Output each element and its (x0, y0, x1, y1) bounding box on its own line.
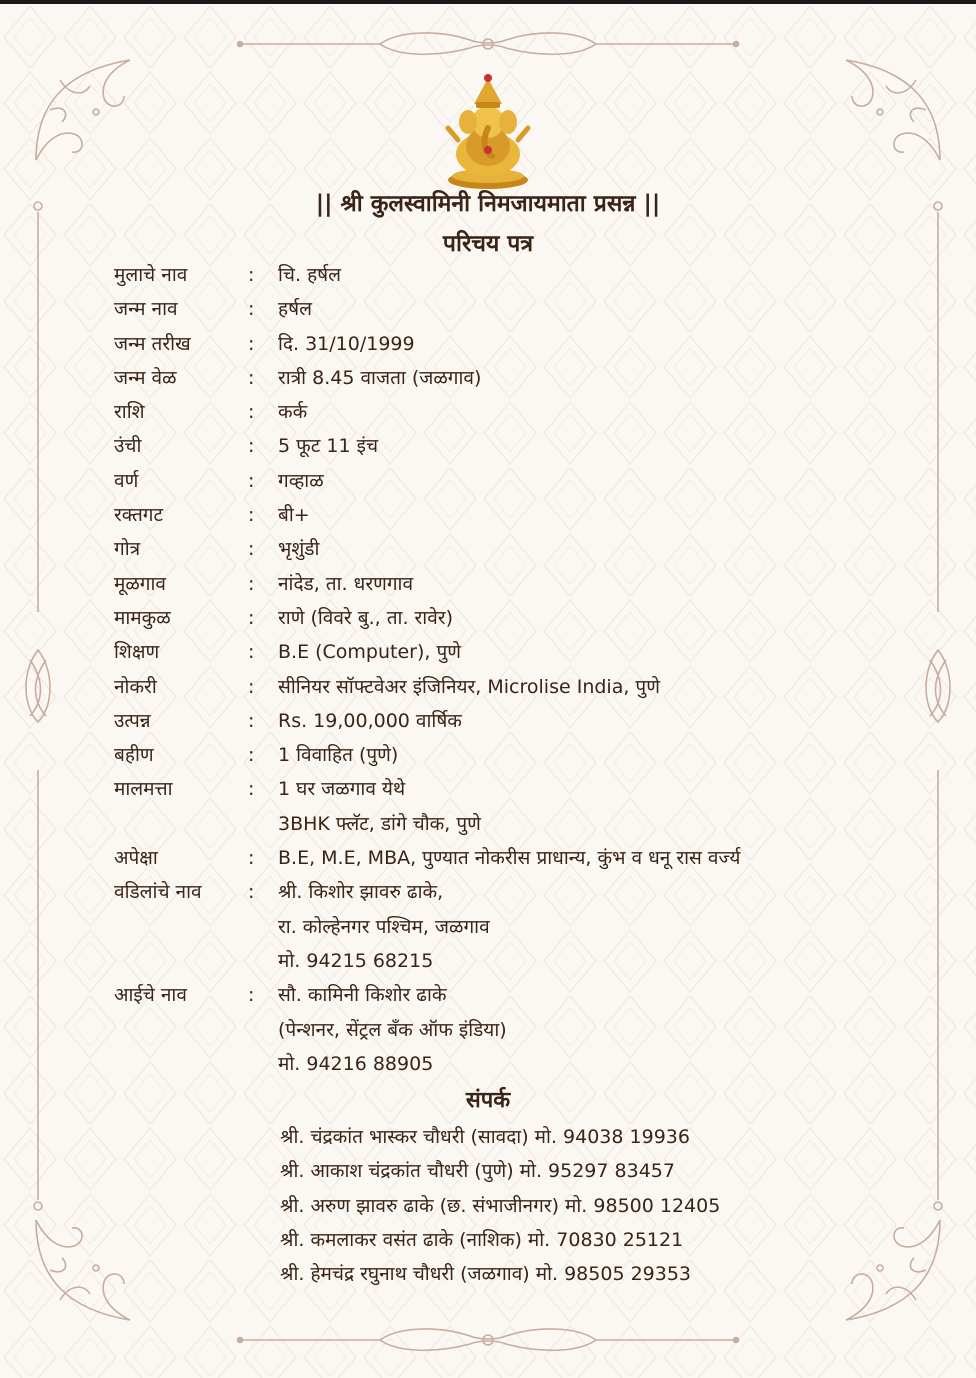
field-value: 1 विवाहित (पुणे) (278, 744, 399, 767)
field-value: गव्हाळ (278, 469, 324, 492)
field-label: जन्म तरीख (114, 332, 191, 355)
contact-item: श्री. हेमचंद्र रघुनाथ चौधरी (जळगाव) मो. 98505 29353 (280, 1263, 692, 1286)
field-value: B.E (Computer), पुणे (278, 641, 462, 664)
field-value: B.E, M.E, MBA, पुण्यात नोकरीस प्राधान्य, कुंभ व धनू रास वर्ज्य (278, 847, 741, 870)
field-row-gotra (114, 532, 874, 566)
field-value: मो. 94216 88905 (278, 1052, 434, 1075)
field-colon: : (248, 298, 255, 321)
field-colon: : (248, 264, 255, 286)
field-row-mother (114, 978, 874, 1081)
field-value: रा. कोल्हेनगर पश्चिम, जळगाव (278, 915, 490, 938)
field-row-rashi (114, 395, 874, 429)
field-value: कर्क (278, 401, 308, 424)
field-label: अपेक्षा (114, 847, 158, 870)
field-colon: : (248, 744, 255, 767)
field-row-father (114, 875, 874, 978)
field-value: सौ. कामिनी किशोर ढाके (278, 984, 447, 1007)
field-label: उंची (114, 435, 142, 458)
field-colon: : (248, 401, 255, 424)
field-colon: : (248, 538, 255, 561)
field-value: दि. 31/10/1999 (278, 332, 415, 355)
field-label: जन्म नाव (114, 298, 178, 321)
field-colon: : (248, 572, 255, 595)
field-label: मालमत्ता (114, 778, 173, 801)
field-label: आईचे नाव (114, 984, 187, 1007)
field-label: गोत्र (114, 538, 141, 561)
field-value: सीनियर सॉफ्टवेअर इंजिनियर, Microlise India, पुणे (278, 675, 660, 698)
contact-item: श्री. अरुण झावरु ढाके (छ. संभाजीनगर) मो. 98500 12405 (280, 1194, 721, 1217)
field-label: मामकुळ (114, 606, 171, 629)
field-label: राशि (114, 401, 145, 424)
field-value: Rs. 19,00,000 वार्षिक (278, 709, 462, 732)
field-colon: : (248, 847, 255, 870)
field-row-birth-name (114, 292, 874, 326)
contact-item: श्री. चंद्रकांत भास्कर चौधरी (सावदा) मो. 94038 19936 (280, 1126, 690, 1148)
field-colon: : (248, 709, 255, 732)
field-label: रक्तगट (114, 504, 164, 527)
field-row-maternal-family (114, 601, 874, 635)
field-colon: : (248, 504, 255, 527)
field-value: रात्री 8.45 वाजता (जळगाव) (278, 366, 482, 389)
field-label: उत्पन्न (114, 709, 151, 732)
field-row-name (114, 258, 874, 292)
field-row-birth-time (114, 361, 874, 395)
field-label: जन्म वेळ (114, 366, 177, 389)
field-label: मूळगाव (114, 572, 166, 595)
field-value: 3BHK फ्लॅट, डांगे चौक, पुणे (278, 812, 481, 835)
contact-list (280, 1120, 880, 1291)
contact-item: श्री. कमलाकर वसंत ढाके (नाशिक) मो. 70830 25121 (280, 1228, 684, 1251)
field-value: 5 फूट 11 इंच (278, 435, 379, 458)
ganesha-idol-icon (438, 70, 538, 192)
field-row-property (114, 772, 874, 841)
field-value: हर्षल (278, 298, 312, 321)
field-colon: : (248, 606, 255, 629)
field-value: राणे (विवरे बु., ता. रावेर) (278, 606, 453, 629)
field-row-native-place (114, 567, 874, 601)
field-label: नोकरी (114, 675, 157, 698)
field-colon: : (248, 984, 255, 1007)
contact-item: श्री. आकाश चंद्रकांत चौधरी (पुणे) मो. 95297 83457 (280, 1160, 675, 1183)
field-value: चि. हर्षल (278, 264, 342, 286)
field-value: श्री. किशोर झावरु ढाके, (278, 881, 444, 904)
field-colon: : (248, 332, 255, 355)
field-row-height (114, 429, 874, 463)
field-colon: : (248, 366, 255, 389)
field-row-birth-date (114, 327, 874, 361)
field-row-education (114, 635, 874, 669)
field-colon: : (248, 675, 255, 698)
field-value: मो. 94215 68215 (278, 949, 434, 972)
field-row-sister (114, 738, 874, 772)
field-label: शिक्षण (114, 641, 160, 664)
field-value: (पेन्शनर, सेंट्रल बँक ऑफ इंडिया) (278, 1018, 507, 1041)
biodata-fields (114, 258, 874, 1081)
field-label: मुलाचे नाव (114, 264, 188, 286)
field-colon: : (248, 469, 255, 492)
field-row-expectations (114, 841, 874, 875)
field-value: 1 घर जळगाव येथे (278, 778, 406, 801)
field-row-blood-group (114, 498, 874, 532)
field-colon: : (248, 435, 255, 458)
field-row-income (114, 704, 874, 738)
field-colon: : (248, 641, 255, 664)
field-row-job (114, 670, 874, 704)
blessing-heading: || श्री कुलस्वामिनी निमजायमाता प्रसन्न || (315, 191, 661, 217)
field-label: वडिलांचे नाव (114, 881, 202, 904)
field-colon: : (248, 778, 255, 801)
field-row-complexion (114, 464, 874, 498)
field-value: बी+ (278, 504, 310, 527)
document-title: परिचय पत्र (442, 231, 534, 257)
field-value: नांदेड, ता. धरणगाव (278, 572, 414, 595)
contact-heading: संपर्क (465, 1088, 511, 1113)
field-colon: : (248, 881, 255, 904)
field-label: वर्ण (114, 469, 139, 492)
field-label: बहीण (114, 744, 154, 767)
field-value: भृशुंडी (278, 538, 320, 561)
